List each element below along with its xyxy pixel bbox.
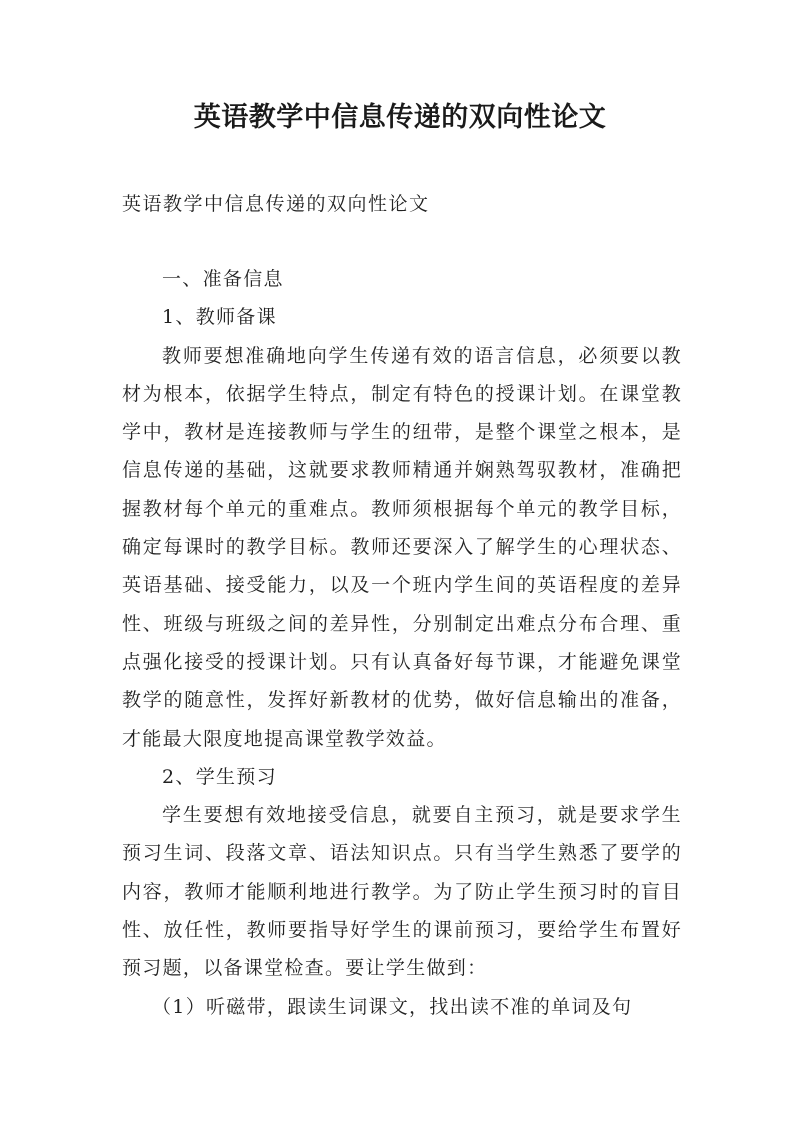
- subsection-heading-2: 2、学生预习: [162, 765, 277, 788]
- document-body: [122, 260, 682, 1026]
- document-title: 英语教学中信息传递的双向性论文: [193, 102, 607, 133]
- document-subtitle: 英语教学中信息传递的双向性论文: [122, 193, 430, 215]
- list-item-1: （1）听磁带，跟读生词课文，找出读不准的单词及句: [152, 995, 633, 1018]
- body-paragraph-1: 教师要想准确地向学生传递有效的语言信息，必须要以教材为根本，依据学生特点，制定有特色的授课计划。在课堂教学中，教材是连接教师与学生的纽带，是整个课堂之根本，是信息传递的基础，这就要求教师精通并娴熟驾驭教材，准确把握教材每个单元的重难点。教师须根据每个单元的教学目标，确定每课时的教学目标。教师还要深入了解学生的心理状态、英语基础、接受能力，以及一个班内学生间的英语程度的差异性、班级与班级之间的差异性，分别制定出难点分布合理、重点强化接受的授课计划。只有认真备好每节课，才能避免课堂教学的随意性，发挥好新教材的优势，做好信息输出的准备，才能最大限度地提高课堂教学效益。: [122, 344, 682, 750]
- body-paragraph-2: 学生要想有效地接受信息，就要自主预习，就是要求学生预习生词、段落文章、语法知识点。只有当学生熟悉了要学的内容，教师才能顺利地进行教学。为了防止学生预习时的盲目性、放任性，教师要指导好学生的课前预习，要给学生布置好预习题，以备课堂检查。要让学生做到：: [122, 804, 682, 980]
- subsection-heading-1: 1、教师备课: [162, 306, 277, 329]
- section-heading-1: 一、准备信息: [162, 268, 284, 290]
